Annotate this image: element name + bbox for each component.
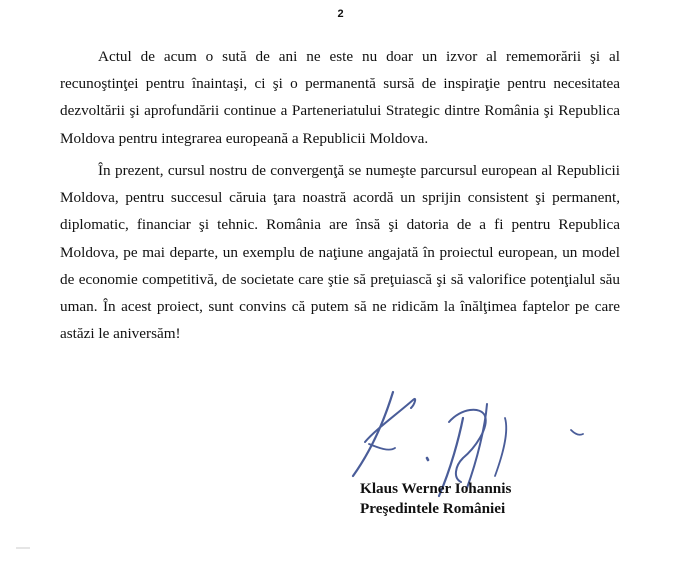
paragraph-1: Actul de acum o sută de ani ne este nu doar un izvor al rememorării şi al recunoştinţei pentru înaintaşi, ci şi o permanentă sursă de inspiraţie pentru necesitatea dezvoltării şi aprofundării continue a Parteneriatului Strategic dintre România şi Republica Moldova pentru integrarea europeană a Republicii Moldova. — [60, 48, 620, 147]
signer-name: Klaus Werner Iohannis — [360, 480, 512, 497]
page-number: 2 — [337, 8, 344, 20]
signer-title: Preşedintele României — [360, 500, 506, 517]
scan-artifact — [16, 547, 30, 549]
paragraph-2: În prezent, cursul nostru de convergenţă se numeşte parcursul european al Republicii Moldova, pentru succesul căruia ţara noastră acordă un sprijin consistent şi permanent, diplomatic, financiar şi tehnic. România are însă şi datoria de a fi pentru Republica Moldova, pe mai departe, un exemplu de naţiune angajată în proiectul european, un model de economie competitivă, de societate care ştie să preţuiască şi să valorifice potenţialul său uman. În acest proiect, sunt convins că putem să ne ridicăm la înălţimea faptelor pe care astăzi le aniversăm! — [60, 162, 620, 343]
